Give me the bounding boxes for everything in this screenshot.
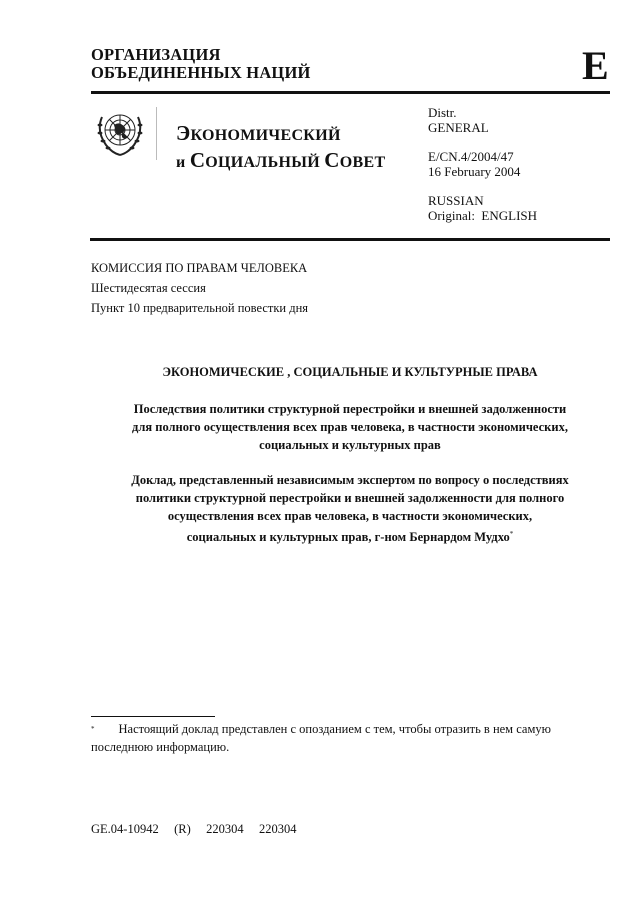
header-divider xyxy=(90,238,610,241)
distr-value: GENERAL xyxy=(428,120,489,135)
document-metadata xyxy=(428,105,537,223)
report-line: политики структурной перестройки и внешней задолженности для полного xyxy=(135,491,565,505)
document-symbol: E/CN.4/2004/47 xyxy=(428,149,514,164)
report-line: осуществления всех прав человека, в частности экономических, xyxy=(167,509,533,523)
document-number: GE.04-10942 (R) 220304 220304 xyxy=(91,822,297,836)
footnote-marker: * xyxy=(91,725,95,733)
org-line-1: ОРГАНИЗАЦИЯ xyxy=(91,45,221,64)
footnote-text: Настоящий доклад представлен с опозданием с тем, чтобы отразить в нем самую последнюю информацию. xyxy=(91,722,551,754)
session: Шестидесятая сессия xyxy=(91,281,206,295)
commission-name: КОМИССИЯ ПО ПРАВАМ ЧЕЛОВЕКА xyxy=(91,261,308,275)
report-title xyxy=(90,471,610,546)
document-date: 16 February 2004 xyxy=(428,164,521,179)
footnote-reference[interactable]: * xyxy=(509,530,514,538)
report-line: социальных и культурных прав, г-ном Бернардом Мудхо* xyxy=(186,530,514,545)
council-line-2: и СОЦИАЛЬНЫЙ СОВЕТ xyxy=(176,148,386,172)
commission-block xyxy=(91,258,308,318)
council-line-1: ЭКОНОМИЧЕСКИЙ xyxy=(176,121,341,145)
un-emblem-icon xyxy=(92,105,148,161)
distr-label: Distr. xyxy=(428,105,457,120)
subtitle xyxy=(90,400,610,454)
subtitle-line: для полного осуществления всех прав человека, в частности экономических, xyxy=(132,420,568,434)
report-line: Доклад, представленный независимым экспертом по вопросу о последствиях xyxy=(131,473,569,487)
main-title: ЭКОНОМИЧЕСКИЕ , СОЦИАЛЬНЫЕ И КУЛЬТУРНЫЕ ПРАВА xyxy=(162,365,538,379)
footnote xyxy=(91,720,571,756)
footnote-divider xyxy=(91,716,215,717)
org-line-2: ОБЪЕДИНЕННЫХ НАЦИЙ xyxy=(91,63,311,82)
agenda-item: Пункт 10 предварительной повестки дня xyxy=(91,301,309,315)
subtitle-line: социальных и культурных прав xyxy=(259,438,441,452)
language-letter: E xyxy=(582,43,609,88)
council-name xyxy=(176,121,385,175)
top-divider xyxy=(91,91,610,94)
document-language: RUSSIAN xyxy=(428,193,484,208)
emblem-separator xyxy=(156,107,157,160)
organization-name xyxy=(91,46,311,82)
subtitle-line: Последствия политики структурной перестройки и внешней задолженности xyxy=(133,402,567,416)
original-language: Original: ENGLISH xyxy=(428,208,538,223)
